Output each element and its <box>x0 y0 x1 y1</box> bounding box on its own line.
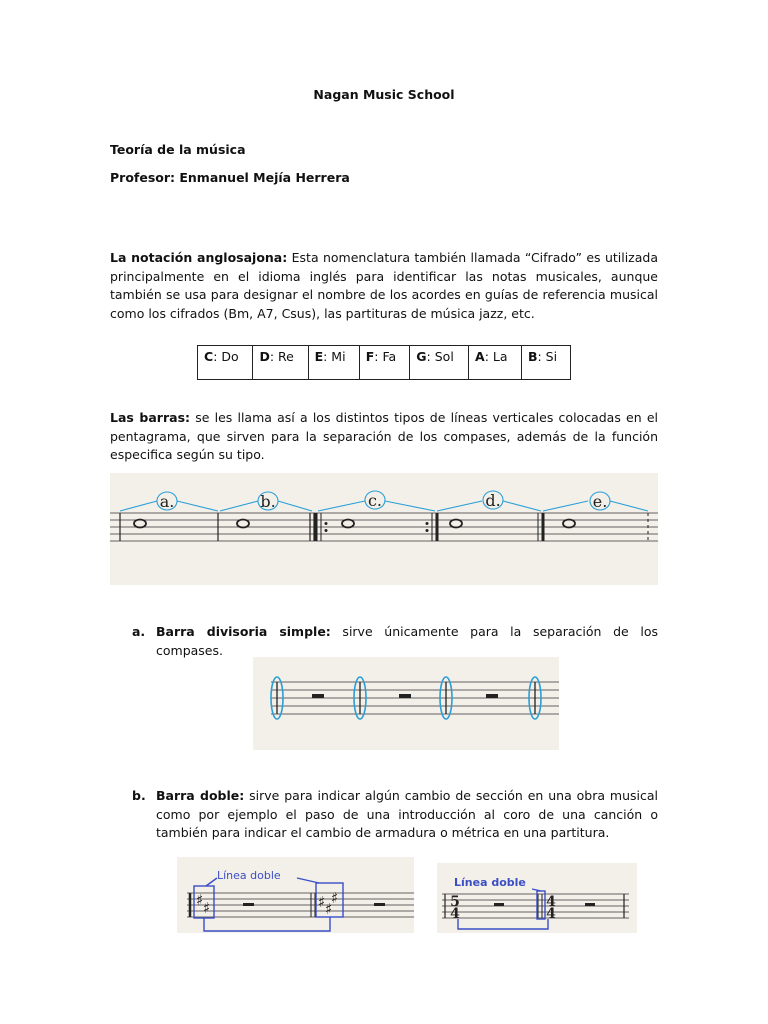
item-text: sirve únicamente para la separación de los compases. <box>156 624 658 658</box>
figure-label-c: c. <box>367 491 383 510</box>
list-item-b <box>132 787 658 843</box>
list-marker: a. <box>132 624 146 639</box>
figure-label-e: e. <box>592 492 608 511</box>
list-marker: b. <box>132 788 146 803</box>
figure-label-d: d. <box>485 491 501 510</box>
svg-text:♯: ♯ <box>318 893 326 911</box>
note-cell: E: Mi <box>308 346 359 380</box>
svg-text:♯: ♯ <box>203 899 211 917</box>
time-sig-right-top: 4 <box>546 894 556 910</box>
figure-label-b: b. <box>260 492 276 511</box>
course-title: Teoría de la música <box>110 142 246 157</box>
notes-table <box>197 345 571 380</box>
anglo-paragraph <box>110 249 658 323</box>
double-bar-meter-image <box>437 863 637 933</box>
item-term: Barra divisoria simple: <box>156 624 331 639</box>
simple-barline-figure <box>253 657 559 750</box>
note-cell: D: Re <box>253 346 308 380</box>
barras-text: se les llama así a los distintos tipos de líneas verticales colocadas en el pentagrama, que sirven para la separación de los compases, además de la función especifica según su tipo. <box>110 410 659 462</box>
note-cell: G: Sol <box>410 346 469 380</box>
svg-text:♯: ♯ <box>325 900 333 918</box>
figure-label-a: a. <box>159 492 175 511</box>
notes-row <box>198 346 571 380</box>
anglo-term: La notación anglosajona: <box>110 250 288 265</box>
double-bar-meter-figure <box>437 863 637 933</box>
anglo-text: Esta nomenclatura también llamada “Cifrado” es utilizada principalmente en el idioma inglés para identificar las notas musicales, aunque también se usa para designar el nombre de los acordes en guías de referencia musical como los cifrados (Bm, A7, Csus), las partituras de música jazz, etc. <box>110 250 659 321</box>
double-line-label-left: Línea doble <box>217 869 281 882</box>
barras-term: Las barras: <box>110 410 191 425</box>
note-cell: B: Si <box>521 346 570 380</box>
time-sig-right-bottom: 4 <box>546 906 556 922</box>
time-sig-left-top: 5 <box>450 894 460 910</box>
item-text: sirve para indicar algún cambio de sección en una obra musical como por ejemplo el paso de una introducción al coro de una canción o también para indicar el cambio de armadura o métrica en una partitura. <box>156 788 659 840</box>
svg-text:♯: ♯ <box>331 889 339 907</box>
item-term: Barra doble: <box>156 788 245 803</box>
school-title: Nagan Music School <box>313 87 455 102</box>
teacher-name: Profesor: Enmanuel Mejía Herrera <box>110 170 350 185</box>
list-item-a <box>132 623 658 660</box>
svg-text:♯: ♯ <box>196 891 204 909</box>
note-cell: A: La <box>469 346 522 380</box>
simple-barline-image <box>253 657 559 750</box>
barras-paragraph <box>110 409 658 465</box>
double-bar-key-image <box>177 857 414 933</box>
note-cell: C: Do <box>198 346 253 380</box>
double-bar-key-figure <box>177 857 414 933</box>
barlines-figure <box>110 473 658 585</box>
time-sig-left-bottom: 4 <box>450 906 460 922</box>
double-line-label-right: Línea doble <box>454 876 526 889</box>
barlines-staff-image <box>110 473 658 585</box>
note-cell: F: Fa <box>359 346 410 380</box>
